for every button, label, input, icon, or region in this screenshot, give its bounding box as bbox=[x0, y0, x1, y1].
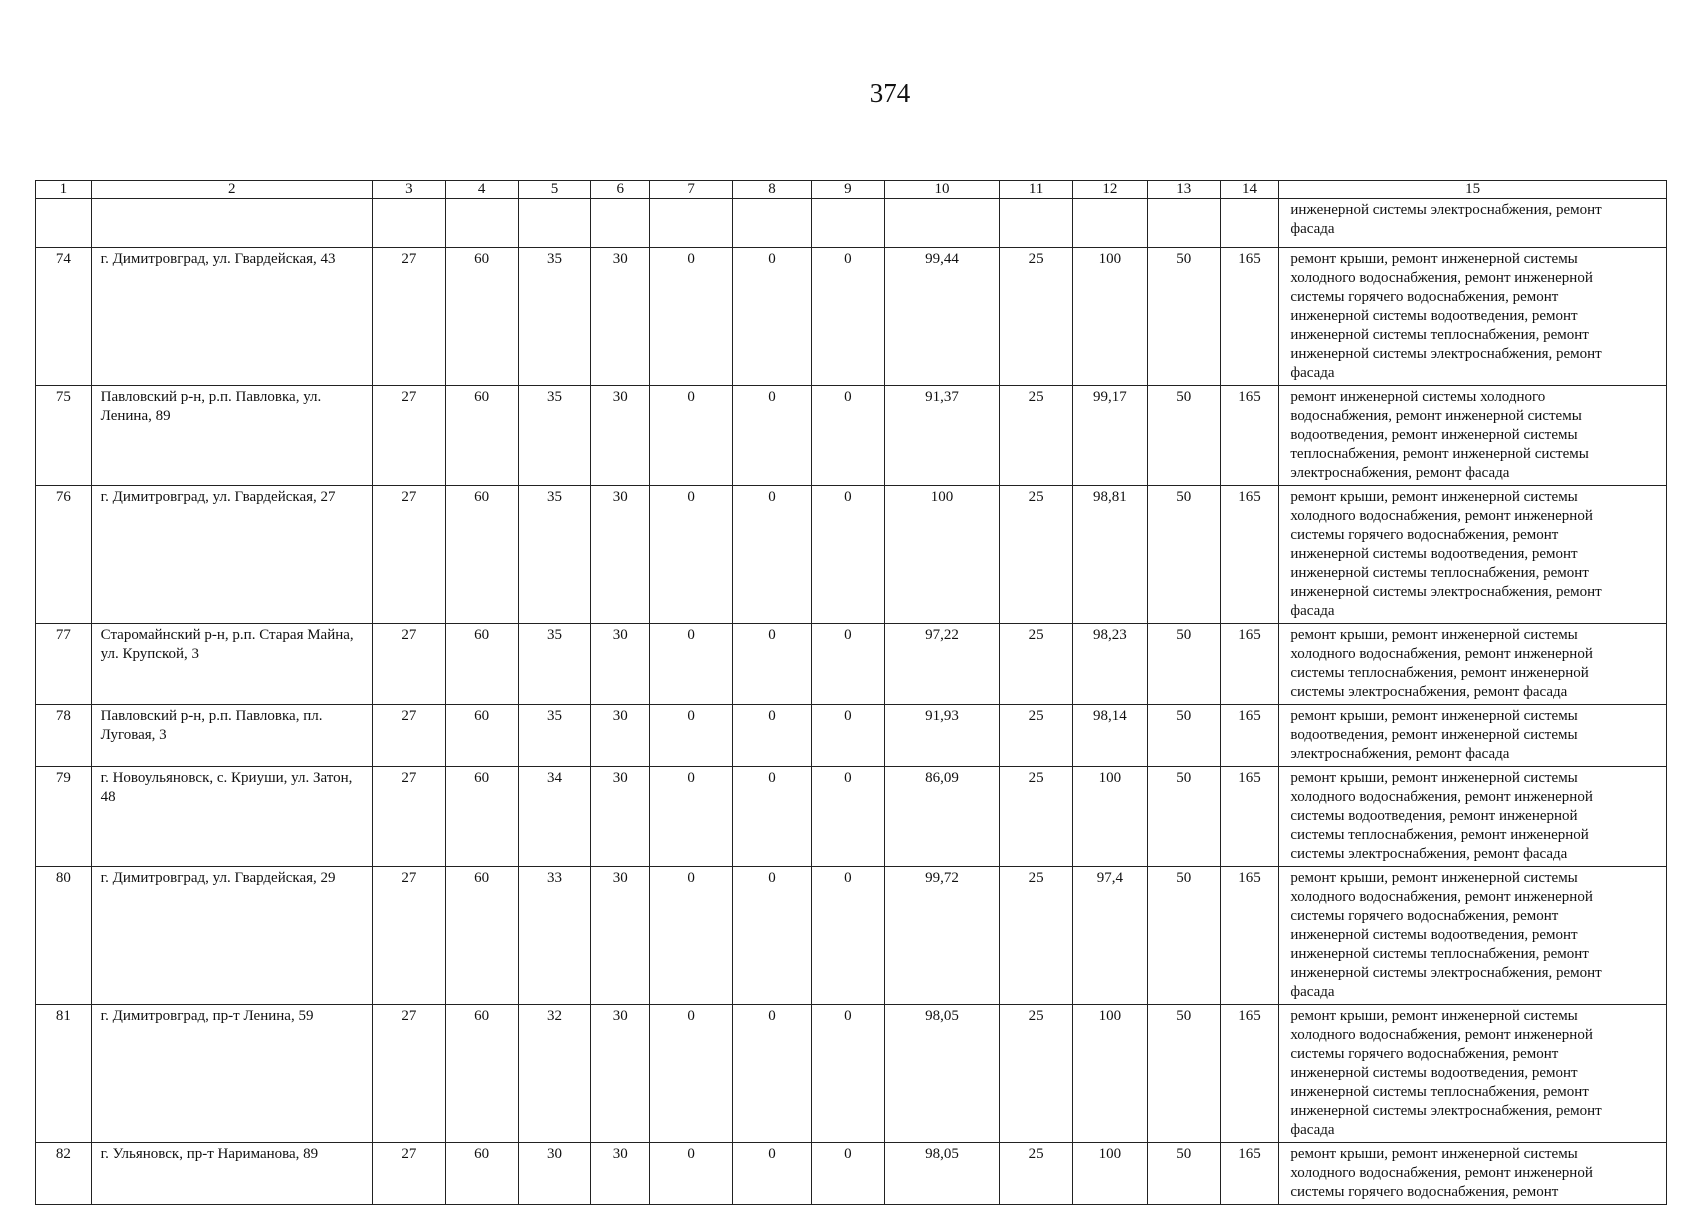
cell-value-col-5: 35 bbox=[518, 486, 591, 624]
cell-empty bbox=[811, 199, 884, 248]
cell-value-col-11: 25 bbox=[1000, 867, 1073, 1005]
works-line: электроснабжения, ремонт фасада bbox=[1290, 746, 1510, 762]
works-line: холодного водоснабжения, ремонт инженерной bbox=[1290, 646, 1593, 662]
cell-row-number: 82 bbox=[36, 1143, 92, 1205]
works-line: теплоснабжения, ремонт инженерной системы bbox=[1290, 446, 1589, 462]
cell-value-col-10: 99,44 bbox=[884, 248, 999, 386]
works-line: фасада bbox=[1290, 365, 1335, 381]
works-line: ремонт крыши, ремонт инженерной системы bbox=[1290, 1146, 1578, 1162]
works-line: холодного водоснабжения, ремонт инженерной bbox=[1290, 789, 1593, 805]
column-header-7: 7 bbox=[650, 181, 733, 199]
cell-value-col-11: 25 bbox=[1000, 1143, 1073, 1205]
cell-address: г. Ульяновск, пр-т Нариманова, 89 bbox=[91, 1143, 372, 1205]
cell-value-col-11: 25 bbox=[1000, 1005, 1073, 1143]
cell-works bbox=[1279, 767, 1667, 867]
cell-value-col-11: 25 bbox=[1000, 248, 1073, 386]
cell-value-col-3: 27 bbox=[372, 486, 445, 624]
cell-value-col-5: 35 bbox=[518, 386, 591, 486]
cell-value-col-9: 0 bbox=[811, 624, 884, 705]
cell-value-col-11: 25 bbox=[1000, 486, 1073, 624]
cell-value-col-12: 100 bbox=[1072, 1005, 1147, 1143]
cell-value-col-3: 27 bbox=[372, 767, 445, 867]
works-line: холодного водоснабжения, ремонт инженерной bbox=[1290, 1027, 1593, 1043]
table-row bbox=[36, 767, 1667, 867]
table-row bbox=[36, 705, 1667, 767]
cell-value-col-14: 165 bbox=[1220, 767, 1279, 867]
cell-value-col-4: 60 bbox=[445, 248, 518, 386]
cell-address: Павловский р-н, р.п. Павловка, ул. Ленина, 89 bbox=[91, 386, 372, 486]
cell-value-col-7: 0 bbox=[650, 248, 733, 386]
page-number: 374 bbox=[869, 78, 911, 108]
cell-works bbox=[1279, 199, 1667, 248]
cell-works bbox=[1279, 248, 1667, 386]
cell-value-col-7: 0 bbox=[650, 1005, 733, 1143]
table-row bbox=[36, 248, 1667, 386]
column-header-13: 13 bbox=[1147, 181, 1220, 199]
cell-value-col-11: 25 bbox=[1000, 624, 1073, 705]
cell-value-col-8: 0 bbox=[733, 867, 812, 1005]
works-line: ремонт крыши, ремонт инженерной системы bbox=[1290, 251, 1578, 267]
cell-value-col-7: 0 bbox=[650, 486, 733, 624]
cell-empty bbox=[1000, 199, 1073, 248]
cell-value-col-9: 0 bbox=[811, 248, 884, 386]
cell-value-col-10: 100 bbox=[884, 486, 999, 624]
cell-value-col-3: 27 bbox=[372, 624, 445, 705]
works-line: фасада bbox=[1290, 1122, 1335, 1138]
column-header-6: 6 bbox=[591, 181, 650, 199]
works-line: фасада bbox=[1290, 603, 1335, 619]
works-line: водоотведения, ремонт инженерной системы bbox=[1290, 727, 1578, 743]
cell-value-col-3: 27 bbox=[372, 867, 445, 1005]
cell-value-col-13: 50 bbox=[1147, 248, 1220, 386]
cell-row-number: 77 bbox=[36, 624, 92, 705]
cell-value-col-7: 0 bbox=[650, 386, 733, 486]
table-row bbox=[36, 624, 1667, 705]
cell-value-col-3: 27 bbox=[372, 705, 445, 767]
works-line: ремонт крыши, ремонт инженерной системы bbox=[1290, 770, 1578, 786]
cell-value-col-9: 0 bbox=[811, 486, 884, 624]
works-line: инженерной системы электроснабжения, ремонт bbox=[1290, 346, 1602, 362]
cell-value-col-6: 30 bbox=[591, 767, 650, 867]
cell-value-col-4: 60 bbox=[445, 1005, 518, 1143]
cell-value-col-7: 0 bbox=[650, 624, 733, 705]
cell-address: г. Димитровград, ул. Гвардейская, 29 bbox=[91, 867, 372, 1005]
cell-value-col-9: 0 bbox=[811, 386, 884, 486]
works-line: инженерной системы водоотведения, ремонт bbox=[1290, 546, 1578, 562]
cell-value-col-6: 30 bbox=[591, 1005, 650, 1143]
cell-value-col-5: 32 bbox=[518, 1005, 591, 1143]
cell-address: г. Димитровград, пр-т Ленина, 59 bbox=[91, 1005, 372, 1143]
works-line: системы электроснабжения, ремонт фасада bbox=[1290, 846, 1568, 862]
cell-value-col-5: 35 bbox=[518, 705, 591, 767]
cell-value-col-11: 25 bbox=[1000, 386, 1073, 486]
cell-value-col-12: 98,23 bbox=[1072, 624, 1147, 705]
works-line: системы водоотведения, ремонт инженерной bbox=[1290, 808, 1578, 824]
cell-empty bbox=[733, 199, 812, 248]
cell-value-col-4: 60 bbox=[445, 624, 518, 705]
works-line: ремонт инженерной системы холодного bbox=[1290, 389, 1546, 405]
cell-value-col-12: 98,14 bbox=[1072, 705, 1147, 767]
cell-value-col-9: 0 bbox=[811, 867, 884, 1005]
cell-value-col-9: 0 bbox=[811, 1005, 884, 1143]
cell-row-number: 76 bbox=[36, 486, 92, 624]
cell-value-col-8: 0 bbox=[733, 705, 812, 767]
cell-empty bbox=[518, 199, 591, 248]
cell-value-col-6: 30 bbox=[591, 867, 650, 1005]
cell-empty bbox=[884, 199, 999, 248]
cell-value-col-3: 27 bbox=[372, 1005, 445, 1143]
works-line: холодного водоснабжения, ремонт инженерной bbox=[1290, 508, 1593, 524]
cell-address: Старомайнский р-н, р.п. Старая Майна, ул. Крупской, 3 bbox=[91, 624, 372, 705]
table-row bbox=[36, 486, 1667, 624]
cell-empty bbox=[372, 199, 445, 248]
works-line: системы горячего водоснабжения, ремонт bbox=[1290, 527, 1559, 543]
works-line: системы теплоснабжения, ремонт инженерной bbox=[1290, 827, 1589, 843]
works-line: системы горячего водоснабжения, ремонт bbox=[1290, 1184, 1559, 1200]
cell-value-col-10: 91,93 bbox=[884, 705, 999, 767]
cell-value-col-12: 100 bbox=[1072, 1143, 1147, 1205]
repair-table-container bbox=[35, 180, 1667, 1205]
cell-value-col-4: 60 bbox=[445, 1143, 518, 1205]
works-line: системы теплоснабжения, ремонт инженерной bbox=[1290, 665, 1589, 681]
cell-empty bbox=[1072, 199, 1147, 248]
cell-value-col-10: 91,37 bbox=[884, 386, 999, 486]
table-row bbox=[36, 386, 1667, 486]
works-line: ремонт крыши, ремонт инженерной системы bbox=[1290, 708, 1578, 724]
cell-value-col-5: 33 bbox=[518, 867, 591, 1005]
cell-value-col-14: 165 bbox=[1220, 867, 1279, 1005]
works-line: инженерной системы теплоснабжения, ремонт bbox=[1290, 565, 1589, 581]
cell-value-col-13: 50 bbox=[1147, 1005, 1220, 1143]
cell-empty bbox=[1220, 199, 1279, 248]
cell-value-col-3: 27 bbox=[372, 1143, 445, 1205]
column-header-1: 1 bbox=[36, 181, 92, 199]
cell-value-col-8: 0 bbox=[733, 248, 812, 386]
works-line: ремонт крыши, ремонт инженерной системы bbox=[1290, 627, 1578, 643]
cell-value-col-4: 60 bbox=[445, 767, 518, 867]
works-line: системы горячего водоснабжения, ремонт bbox=[1290, 908, 1559, 924]
column-header-9: 9 bbox=[811, 181, 884, 199]
works-line: инженерной системы электроснабжения, ремонт bbox=[1290, 1103, 1602, 1119]
works-line: ремонт крыши, ремонт инженерной системы bbox=[1290, 1008, 1578, 1024]
cell-empty bbox=[591, 199, 650, 248]
cell-value-col-5: 30 bbox=[518, 1143, 591, 1205]
cell-value-col-10: 98,05 bbox=[884, 1143, 999, 1205]
works-line: инженерной системы электроснабжения, ремонт bbox=[1290, 202, 1602, 218]
works-line: ремонт крыши, ремонт инженерной системы bbox=[1290, 870, 1578, 886]
works-line: системы горячего водоснабжения, ремонт bbox=[1290, 1046, 1559, 1062]
column-header-5: 5 bbox=[518, 181, 591, 199]
works-line: инженерной системы теплоснабжения, ремонт bbox=[1290, 1084, 1589, 1100]
cell-value-col-5: 35 bbox=[518, 248, 591, 386]
table-row bbox=[36, 867, 1667, 1005]
cell-value-col-6: 30 bbox=[591, 386, 650, 486]
cell-value-col-8: 0 bbox=[733, 767, 812, 867]
cell-row-number: 75 bbox=[36, 386, 92, 486]
cell-value-col-6: 30 bbox=[591, 486, 650, 624]
cell-value-col-3: 27 bbox=[372, 248, 445, 386]
cell-value-col-9: 0 bbox=[811, 1143, 884, 1205]
cell-value-col-4: 60 bbox=[445, 867, 518, 1005]
works-line: инженерной системы теплоснабжения, ремонт bbox=[1290, 327, 1589, 343]
cell-row-number: 79 bbox=[36, 767, 92, 867]
cell-row-number: 81 bbox=[36, 1005, 92, 1143]
repair-table bbox=[35, 180, 1667, 1205]
works-line: инженерной системы электроснабжения, ремонт bbox=[1290, 584, 1602, 600]
cell-address: г. Димитровград, ул. Гвардейская, 27 bbox=[91, 486, 372, 624]
column-header-3: 3 bbox=[372, 181, 445, 199]
column-header-14: 14 bbox=[1220, 181, 1279, 199]
works-line: фасада bbox=[1290, 221, 1335, 237]
cell-value-col-13: 50 bbox=[1147, 486, 1220, 624]
table-row bbox=[36, 1143, 1667, 1205]
cell-empty bbox=[91, 199, 372, 248]
continuation-row bbox=[36, 199, 1667, 248]
cell-value-col-7: 0 bbox=[650, 767, 733, 867]
cell-value-col-8: 0 bbox=[733, 1005, 812, 1143]
cell-value-col-8: 0 bbox=[733, 1143, 812, 1205]
works-line: фасада bbox=[1290, 984, 1335, 1000]
cell-value-col-8: 0 bbox=[733, 624, 812, 705]
cell-value-col-6: 30 bbox=[591, 624, 650, 705]
cell-value-col-9: 0 bbox=[811, 767, 884, 867]
cell-value-col-14: 165 bbox=[1220, 705, 1279, 767]
cell-empty bbox=[650, 199, 733, 248]
cell-value-col-5: 35 bbox=[518, 624, 591, 705]
cell-value-col-14: 165 bbox=[1220, 248, 1279, 386]
cell-works bbox=[1279, 705, 1667, 767]
cell-value-col-7: 0 bbox=[650, 705, 733, 767]
cell-address: Павловский р-н, р.п. Павловка, пл. Луговая, 3 bbox=[91, 705, 372, 767]
column-header-11: 11 bbox=[1000, 181, 1073, 199]
column-header-15: 15 bbox=[1279, 181, 1667, 199]
cell-empty bbox=[1147, 199, 1220, 248]
column-header-10: 10 bbox=[884, 181, 999, 199]
cell-value-col-14: 165 bbox=[1220, 1143, 1279, 1205]
cell-value-col-13: 50 bbox=[1147, 867, 1220, 1005]
column-header-8: 8 bbox=[733, 181, 812, 199]
works-line: водоснабжения, ремонт инженерной системы bbox=[1290, 408, 1582, 424]
cell-value-col-6: 30 bbox=[591, 705, 650, 767]
cell-works bbox=[1279, 1005, 1667, 1143]
cell-value-col-8: 0 bbox=[733, 486, 812, 624]
cell-value-col-11: 25 bbox=[1000, 705, 1073, 767]
cell-value-col-12: 100 bbox=[1072, 767, 1147, 867]
cell-value-col-13: 50 bbox=[1147, 1143, 1220, 1205]
cell-value-col-14: 165 bbox=[1220, 386, 1279, 486]
cell-value-col-10: 97,22 bbox=[884, 624, 999, 705]
cell-value-col-10: 86,09 bbox=[884, 767, 999, 867]
cell-value-col-9: 0 bbox=[811, 705, 884, 767]
cell-value-col-13: 50 bbox=[1147, 705, 1220, 767]
cell-value-col-5: 34 bbox=[518, 767, 591, 867]
cell-row-number: 74 bbox=[36, 248, 92, 386]
works-line: инженерной системы водоотведения, ремонт bbox=[1290, 1065, 1578, 1081]
column-header-4: 4 bbox=[445, 181, 518, 199]
header-row bbox=[36, 181, 1667, 199]
works-line: электроснабжения, ремонт фасада bbox=[1290, 465, 1510, 481]
cell-value-col-13: 50 bbox=[1147, 386, 1220, 486]
works-line: системы горячего водоснабжения, ремонт bbox=[1290, 289, 1559, 305]
cell-works bbox=[1279, 624, 1667, 705]
cell-value-col-10: 98,05 bbox=[884, 1005, 999, 1143]
table-row bbox=[36, 1005, 1667, 1143]
table-body bbox=[36, 199, 1667, 1205]
cell-works bbox=[1279, 867, 1667, 1005]
cell-value-col-12: 100 bbox=[1072, 248, 1147, 386]
cell-value-col-4: 60 bbox=[445, 386, 518, 486]
cell-works bbox=[1279, 486, 1667, 624]
works-line: холодного водоснабжения, ремонт инженерной bbox=[1290, 1165, 1593, 1181]
works-line: системы электроснабжения, ремонт фасада bbox=[1290, 684, 1568, 700]
cell-row-number: 80 bbox=[36, 867, 92, 1005]
cell-value-col-7: 0 bbox=[650, 867, 733, 1005]
cell-value-col-6: 30 bbox=[591, 1143, 650, 1205]
works-line: холодного водоснабжения, ремонт инженерной bbox=[1290, 889, 1593, 905]
cell-value-col-8: 0 bbox=[733, 386, 812, 486]
works-line: холодного водоснабжения, ремонт инженерной bbox=[1290, 270, 1593, 286]
cell-works bbox=[1279, 1143, 1667, 1205]
cell-address: г. Новоульяновск, с. Криуши, ул. Затон, 48 bbox=[91, 767, 372, 867]
column-header-2: 2 bbox=[91, 181, 372, 199]
cell-value-col-13: 50 bbox=[1147, 767, 1220, 867]
cell-value-col-6: 30 bbox=[591, 248, 650, 386]
cell-value-col-10: 99,72 bbox=[884, 867, 999, 1005]
cell-value-col-14: 165 bbox=[1220, 486, 1279, 624]
works-line: инженерной системы водоотведения, ремонт bbox=[1290, 308, 1578, 324]
cell-value-col-4: 60 bbox=[445, 705, 518, 767]
cell-value-col-11: 25 bbox=[1000, 767, 1073, 867]
cell-address: г. Димитровград, ул. Гвардейская, 43 bbox=[91, 248, 372, 386]
cell-value-col-7: 0 bbox=[650, 1143, 733, 1205]
cell-value-col-13: 50 bbox=[1147, 624, 1220, 705]
cell-value-col-14: 165 bbox=[1220, 1005, 1279, 1143]
cell-value-col-14: 165 bbox=[1220, 624, 1279, 705]
cell-value-col-4: 60 bbox=[445, 486, 518, 624]
works-line: инженерной системы теплоснабжения, ремонт bbox=[1290, 946, 1589, 962]
works-line: инженерной системы водоотведения, ремонт bbox=[1290, 927, 1578, 943]
works-line: инженерной системы электроснабжения, ремонт bbox=[1290, 965, 1602, 981]
works-line: водоотведения, ремонт инженерной системы bbox=[1290, 427, 1578, 443]
cell-value-col-12: 97,4 bbox=[1072, 867, 1147, 1005]
cell-empty bbox=[445, 199, 518, 248]
works-line: ремонт крыши, ремонт инженерной системы bbox=[1290, 489, 1578, 505]
column-header-12: 12 bbox=[1072, 181, 1147, 199]
cell-value-col-12: 99,17 bbox=[1072, 386, 1147, 486]
cell-works bbox=[1279, 386, 1667, 486]
cell-value-col-12: 98,81 bbox=[1072, 486, 1147, 624]
cell-empty bbox=[36, 199, 92, 248]
cell-row-number: 78 bbox=[36, 705, 92, 767]
cell-value-col-3: 27 bbox=[372, 386, 445, 486]
